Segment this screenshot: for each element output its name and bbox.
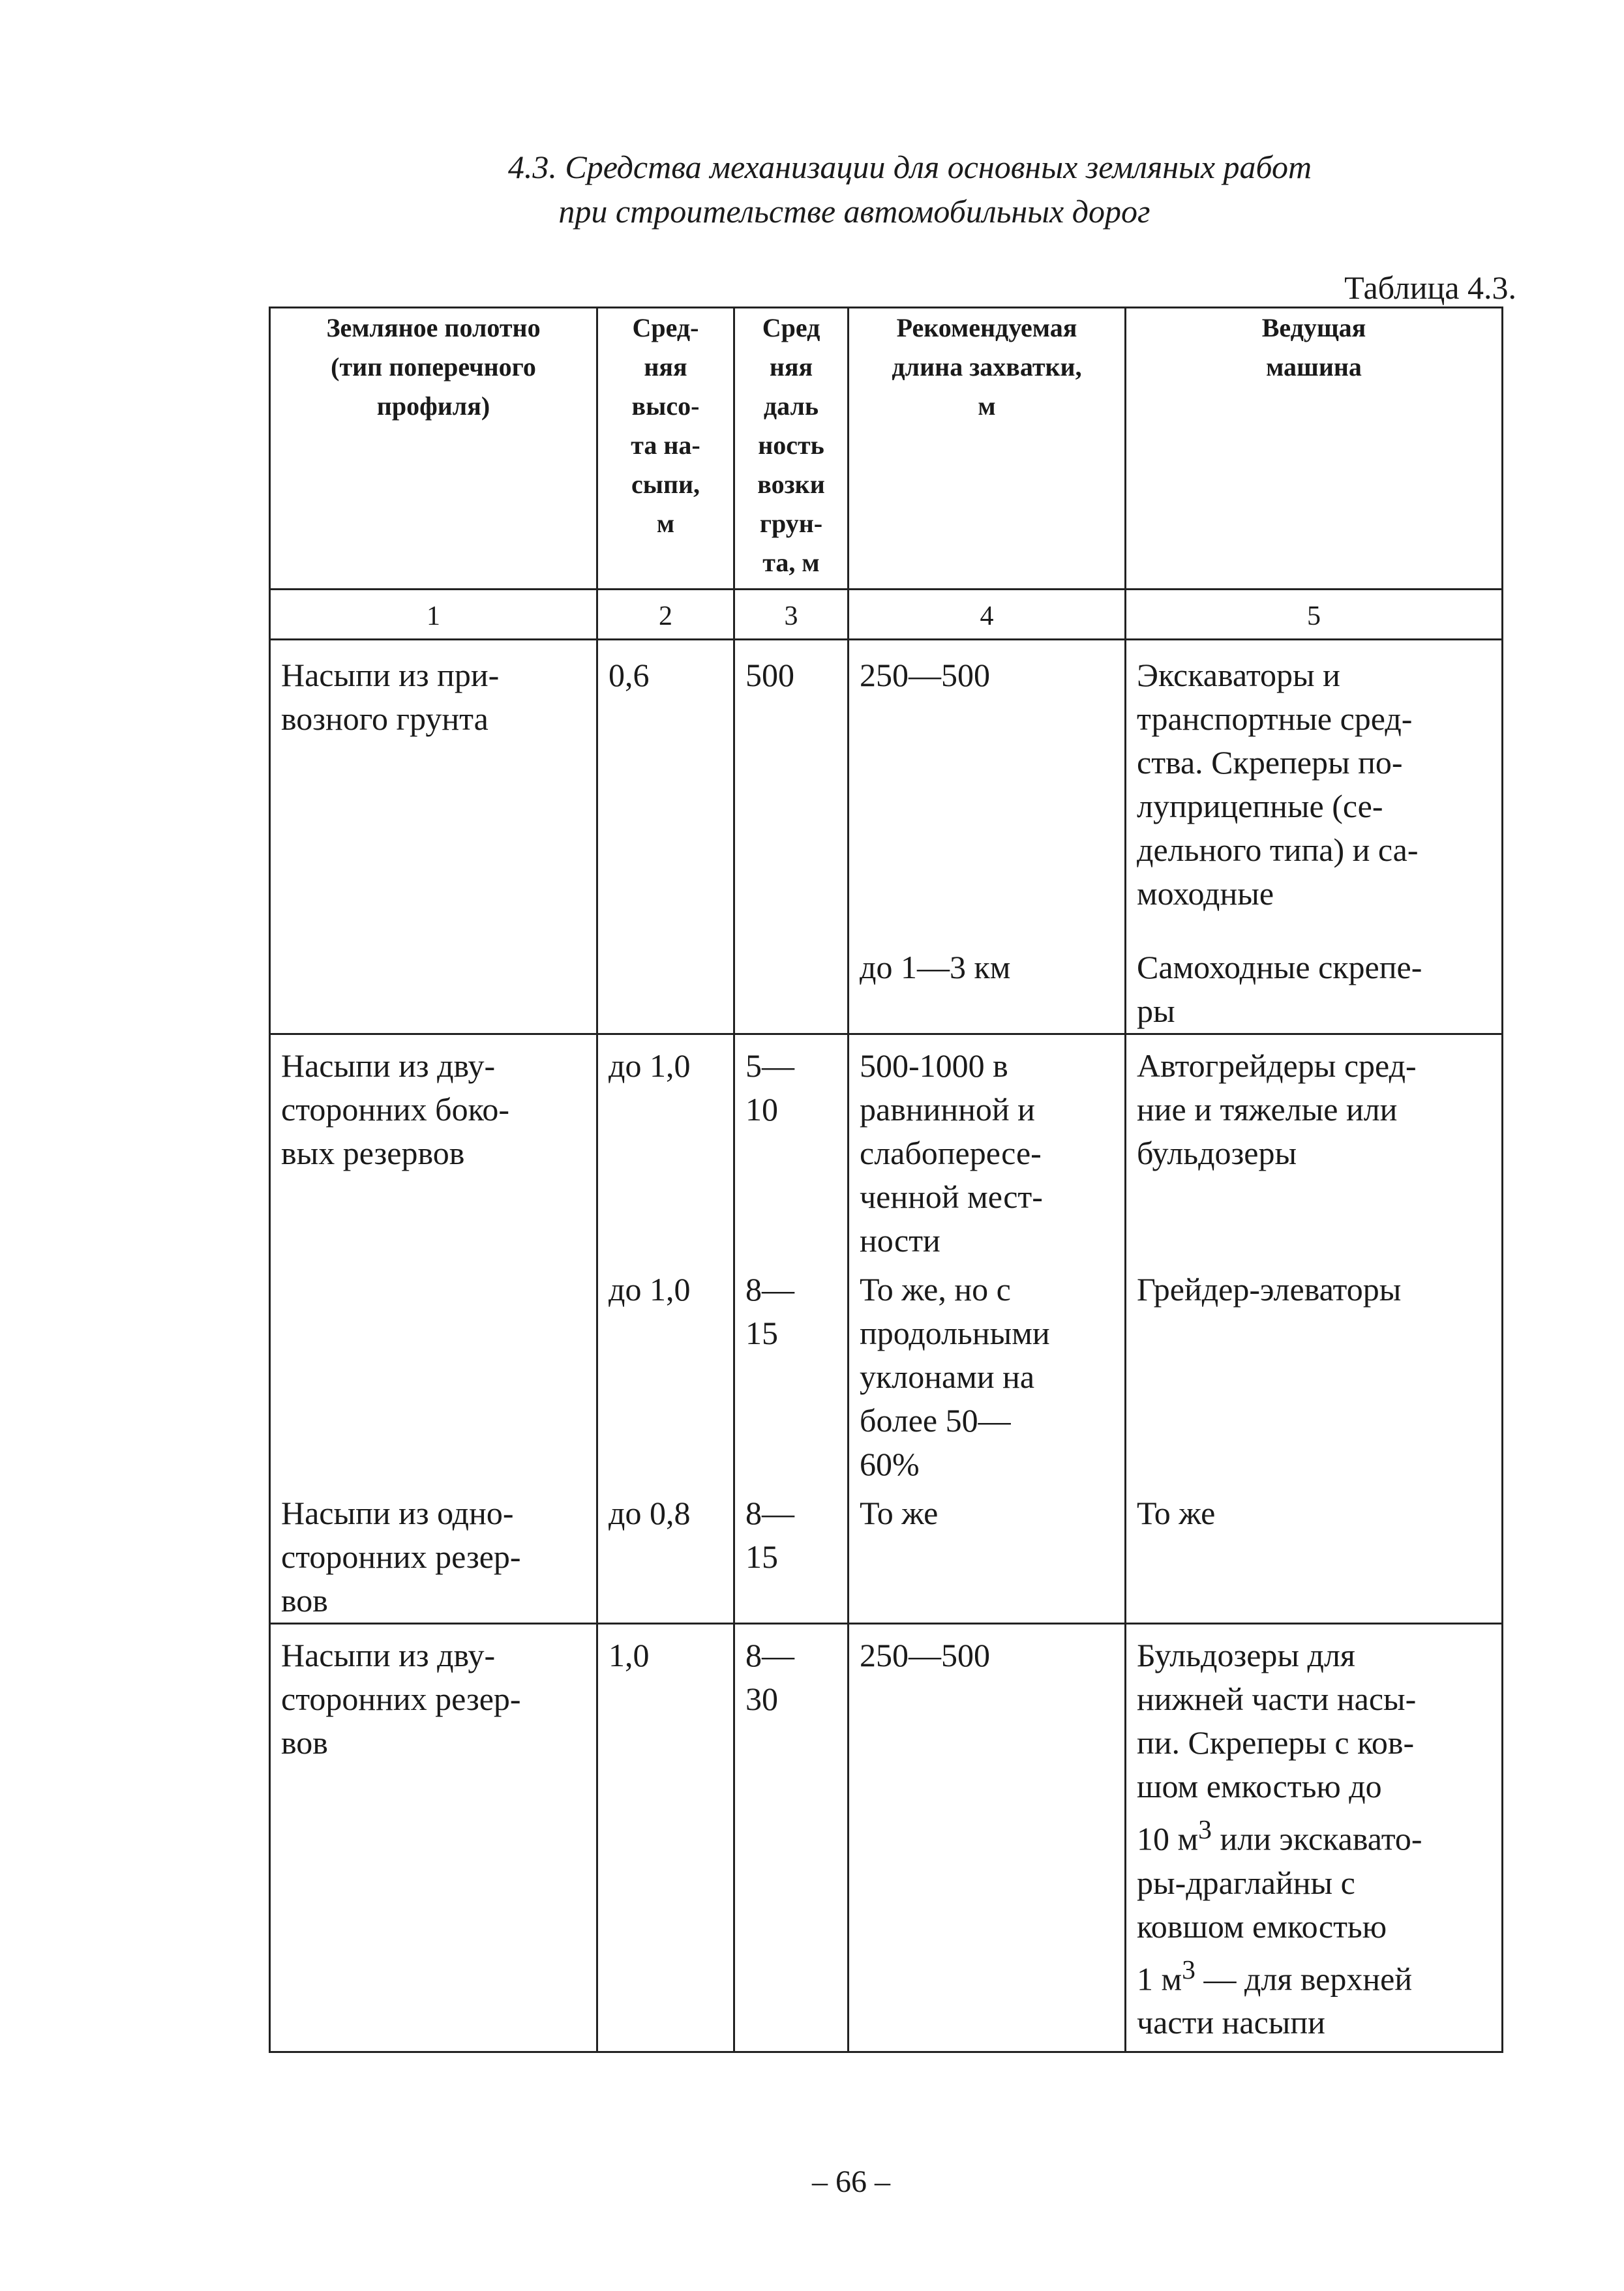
cell-height: до 1,0 — [597, 1034, 734, 1263]
column-number-row — [270, 590, 1503, 640]
cell-height: 1,0 — [597, 1624, 734, 2052]
section-title-line-1: 4.3. Средства механизации для основных земляных работ — [507, 149, 1312, 185]
cell-length: То же — [849, 1486, 1126, 1624]
column-number: 1 — [270, 590, 597, 640]
cell-height: 0,6 — [597, 640, 734, 941]
superscript: 3 — [1182, 1954, 1195, 1985]
machine-text-part: или экскавато- ры-драглайны с ковшом емкостью 1 м — [1137, 1820, 1422, 1998]
machine-text-part: — для верхней части насыпи — [1137, 1960, 1413, 2041]
table-row — [270, 1486, 1503, 1624]
cell-distance: 8— 15 — [734, 1263, 849, 1486]
cell-machine: То же — [1126, 1486, 1503, 1624]
cell-length: То же, но с продольными уклонами на более 50— 60% — [849, 1263, 1126, 1486]
cell-length: 250—500 — [849, 640, 1126, 941]
cell-distance: 5— 10 — [734, 1034, 849, 1263]
table-row — [270, 940, 1503, 1034]
header-avg-distance: Сред няя даль ность возки грун- та, м — [734, 308, 849, 590]
cell-distance — [734, 940, 849, 1034]
cell-machine: Грейдер-элеваторы — [1126, 1263, 1503, 1486]
table-row — [270, 1034, 1503, 1263]
cell-distance: 8— 15 — [734, 1486, 849, 1624]
table-row — [270, 1263, 1503, 1486]
section-title-line-2: при строительстве автомобильных дорог — [558, 193, 1150, 230]
column-number: 2 — [597, 590, 734, 640]
cell-profile: Насыпи из при- возного грунта — [270, 640, 597, 941]
cell-machine: Самоходные скрепе- ры — [1126, 940, 1503, 1034]
cell-distance: 500 — [734, 640, 849, 941]
column-number: 5 — [1126, 590, 1503, 640]
cell-machine: Автогрейдеры сред- ние и тяжелые или бульдозеры — [1126, 1034, 1503, 1263]
header-avg-height: Сред- няя высо- та на- сыпи, м — [597, 308, 734, 590]
header-section-length: Рекомендуемая длина захватки, м — [849, 308, 1126, 590]
cell-height — [597, 940, 734, 1034]
machine-text-part: Бульдозеры для нижней части насы- пи. Скреперы с ков- шом емкостью до 10 м — [1137, 1637, 1417, 1857]
cell-profile — [270, 940, 597, 1034]
cell-machine — [1126, 1624, 1503, 2052]
page-number: – 66 – — [812, 2164, 890, 2199]
cell-height: до 0,8 — [597, 1486, 734, 1624]
column-number: 3 — [734, 590, 849, 640]
mechanization-table — [269, 307, 1503, 2053]
cell-profile: Насыпи из дву- сторонних боко- вых резервов — [270, 1034, 597, 1263]
cell-length: 250—500 — [849, 1624, 1126, 2052]
superscript: 3 — [1198, 1815, 1212, 1845]
cell-height: до 1,0 — [597, 1263, 734, 1486]
cell-profile: Насыпи из одно- сторонних резер- вов — [270, 1486, 597, 1624]
table-row — [270, 1624, 1503, 2052]
table-header-row — [270, 308, 1503, 590]
column-number: 4 — [849, 590, 1126, 640]
table-label: Таблица 4.3. — [1344, 269, 1516, 306]
cell-profile — [270, 1263, 597, 1486]
cell-length: до 1—3 км — [849, 940, 1126, 1034]
cell-distance: 8— 30 — [734, 1624, 849, 2052]
cell-length: 500-1000 в равнинной и слабопересе- ченной мест- ности — [849, 1034, 1126, 1263]
cell-profile: Насыпи из дву- сторонних резер- вов — [270, 1624, 597, 2052]
header-leading-machine: Ведущая машина — [1126, 308, 1503, 590]
header-profile: Земляное полотно (тип поперечного профиля) — [270, 308, 597, 590]
table-row — [270, 640, 1503, 941]
cell-machine: Экскаваторы и транспортные сред- ства. Скреперы по- луприцепные (се- дельного типа) и са- моходные — [1126, 640, 1503, 941]
